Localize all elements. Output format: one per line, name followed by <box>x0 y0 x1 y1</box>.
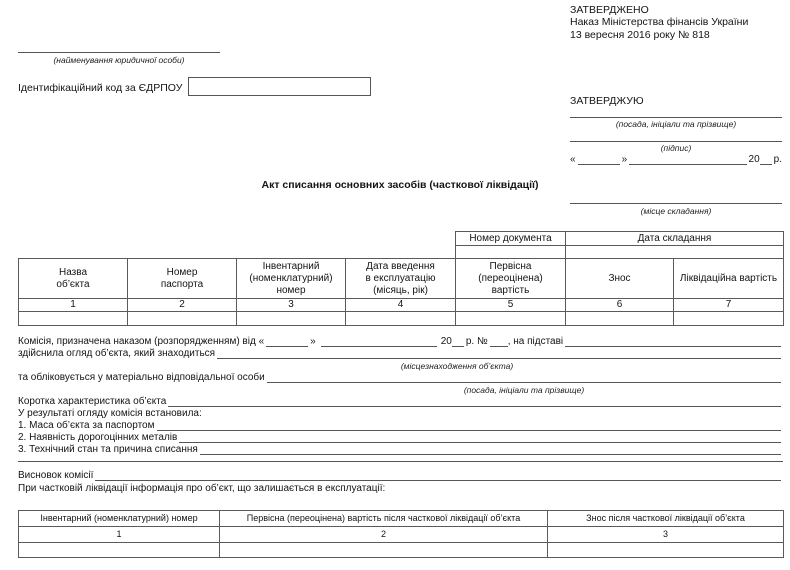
approval-date-close-quote: » <box>621 154 628 165</box>
header-object-name: Назва об’єкта <box>19 259 128 299</box>
commission-order-row <box>18 336 783 348</box>
data-cell <box>674 312 784 326</box>
approval-month-line <box>629 155 746 165</box>
asset-table-header-row <box>19 259 784 299</box>
order-date-close-quote: » <box>310 336 316 347</box>
asset-table-number-row <box>19 299 784 312</box>
column-number: 2 <box>128 299 237 312</box>
approved-order-date: 13 вересня 2016 року № 818 <box>570 29 710 41</box>
header-depreciation-after-liquidation: Знос після часткової ліквідації об’єкта <box>548 511 784 527</box>
column-number: 7 <box>674 299 784 312</box>
order-year-prefix: 20 <box>440 336 452 347</box>
approver-position-caption: (посада, ініціали та прізвище) <box>615 119 737 129</box>
summary-row <box>18 396 783 408</box>
header-initial-cost: Первісна (переоцінена) вартість <box>456 259 566 299</box>
header-depreciation: Знос <box>566 259 674 299</box>
header-commissioning-date: Дата введення в експлуатацію (місяць, рік) <box>346 259 456 299</box>
partial-liquidation-row <box>18 483 783 495</box>
approval-year-line <box>760 155 772 165</box>
approved-order: Наказ Міністерства фінансів України <box>570 16 749 28</box>
data-cell <box>548 543 784 558</box>
data-cell <box>19 543 220 558</box>
column-number: 1 <box>19 299 128 312</box>
approver-signature-caption: (підпис) <box>660 143 692 153</box>
partial-table-number-row <box>19 527 784 543</box>
findings-label: У результаті огляду комісія встановила: <box>18 408 202 419</box>
header-cost-after-liquidation: Первісна (переоцінена) вартість після часткової ліквідації об’єкта <box>220 511 548 527</box>
header-passport-number: Номер паспорта <box>128 259 237 299</box>
approval-day-line <box>578 155 620 165</box>
finding-condition-row <box>18 444 783 456</box>
order-month-line <box>321 337 437 347</box>
document-number-date-table <box>455 231 784 259</box>
order-number-label: р. № <box>465 336 488 347</box>
approval-date-row <box>570 154 782 166</box>
finding-metals-label: 2. Наявність дорогоцінних металів <box>18 432 178 443</box>
conclusion-label: Висновок комісії <box>18 470 94 481</box>
entity-name-line <box>18 52 220 53</box>
header-liquidation-value: Ліквідаційна вартість <box>674 259 784 299</box>
doc-number-cell <box>456 246 566 259</box>
location-caption: (місцезнаходження об’єкта) <box>400 361 514 371</box>
custodian-caption: (посада, ініціали та прізвище) <box>463 385 585 395</box>
commission-order-label: Комісія, призначена наказом (розпорядженням) від « <box>18 336 265 347</box>
approval-year-prefix: 20 <box>748 154 760 165</box>
doc-date-header: Дата складання <box>566 232 784 246</box>
data-cell <box>128 312 237 326</box>
column-number: 3 <box>548 527 784 543</box>
order-day-line <box>266 337 308 347</box>
place-line <box>570 203 782 204</box>
edrpou-code-box <box>188 77 371 96</box>
column-number: 3 <box>237 299 346 312</box>
header-inventory-number: Інвентарний (номенклатурний) номер <box>19 511 220 527</box>
data-cell <box>19 312 128 326</box>
conclusion-line <box>95 471 781 481</box>
approval-year-suffix: р. <box>773 154 782 165</box>
column-number: 6 <box>566 299 674 312</box>
column-number: 1 <box>19 527 220 543</box>
inspection-row <box>18 348 783 360</box>
custodian-line <box>267 373 781 383</box>
partial-table-header-row <box>19 511 784 527</box>
finding-condition-line <box>200 445 781 455</box>
approver-position-line <box>570 117 782 118</box>
location-line <box>217 349 781 359</box>
asset-table <box>18 258 784 326</box>
finding-mass-label: 1. Маса об’єкта за паспортом <box>18 420 155 431</box>
header-inventory-number: Інвентарний (номенклатурний) номер <box>237 259 346 299</box>
entity-name-caption: (найменування юридичної особи) <box>53 55 185 65</box>
data-cell <box>220 543 548 558</box>
act-title: Акт списання основних засобів (часткової ліквідації) <box>261 179 539 191</box>
edrpou-label: Ідентифікаційний код за ЄДРПОУ <box>18 82 183 94</box>
approver-signature-line <box>570 141 782 142</box>
order-number-line <box>490 337 508 347</box>
finding-metals-line <box>179 433 781 443</box>
conclusion-row <box>18 470 783 482</box>
findings-row <box>18 408 783 420</box>
data-cell <box>237 312 346 326</box>
finding-mass-row <box>18 420 783 432</box>
order-basis-label: , на підставі <box>507 336 564 347</box>
partial-liquidation-label: При частковій ліквідації інформація про об’єкт, що залишається в експлуатації: <box>18 483 386 494</box>
finding-condition-label: 3. Технічний стан та причина списання <box>18 444 198 455</box>
extra-fill-line <box>18 461 783 462</box>
table-row <box>19 543 784 558</box>
summary-line <box>168 397 781 407</box>
doc-number-header: Номер документа <box>456 232 566 246</box>
approved-title: ЗАТВЕРДЖЕНО <box>570 4 649 16</box>
inspection-label: здійснила огляд об’єкта, який знаходиться <box>18 348 216 359</box>
column-number: 5 <box>456 299 566 312</box>
summary-label: Коротка характеристика об’єкта <box>18 396 167 407</box>
custodian-row <box>18 372 783 384</box>
order-year-line <box>452 337 464 347</box>
data-cell <box>456 312 566 326</box>
doc-date-cell <box>566 246 784 259</box>
column-number: 2 <box>220 527 548 543</box>
partial-liquidation-table <box>18 510 784 558</box>
custodian-label: та обліковується у матеріально відповідальної особи <box>18 372 265 383</box>
data-cell <box>346 312 456 326</box>
approve-by-title: ЗАТВЕРДЖУЮ <box>570 95 644 107</box>
finding-metals-row <box>18 432 783 444</box>
order-basis-line <box>565 337 781 347</box>
data-cell <box>566 312 674 326</box>
finding-mass-line <box>157 421 782 431</box>
table-row <box>19 312 784 326</box>
place-caption: (місце складання) <box>640 206 712 216</box>
approval-date-open-quote: « <box>570 154 576 165</box>
column-number: 4 <box>346 299 456 312</box>
